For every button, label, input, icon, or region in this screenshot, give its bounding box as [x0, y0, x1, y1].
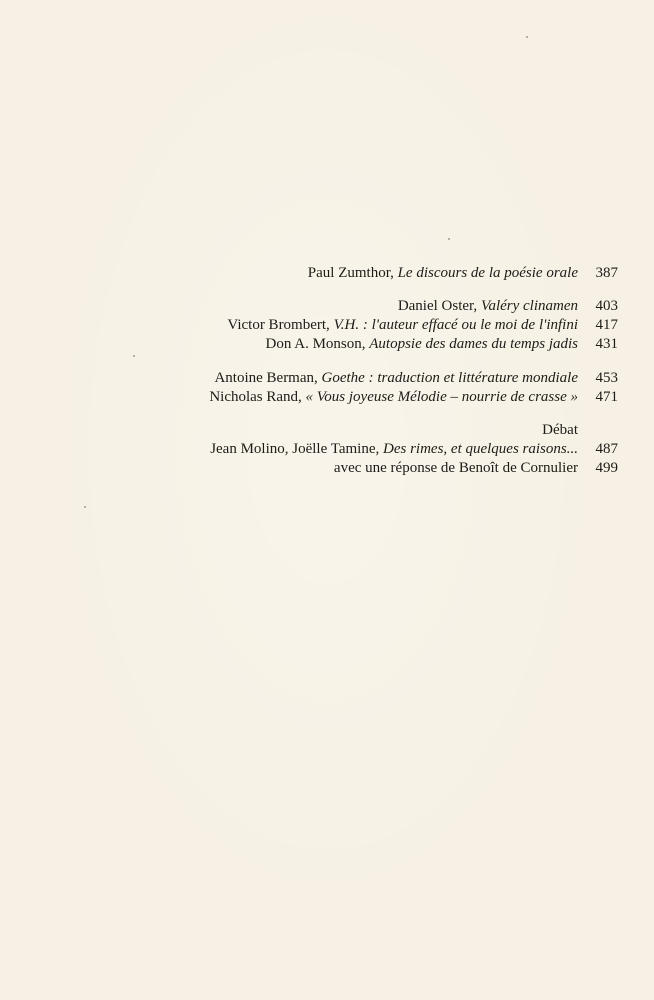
- entry-page-number: 499: [595, 460, 618, 476]
- entry-author: Victor Brombert,: [227, 317, 330, 333]
- entry-title: Goethe : traduction et littérature mondiale: [321, 370, 578, 386]
- toc-entry: [70, 297, 618, 316]
- table-of-contents: [70, 264, 618, 478]
- entry-title: « Vous joyeuse Mélodie – nourrie de crasse »: [305, 389, 578, 405]
- section-heading-debat: Débat: [542, 422, 578, 438]
- group-spacer: [70, 354, 618, 369]
- entry-title: V.H. : l'auteur effacé ou le moi de l'infini: [333, 317, 578, 333]
- group-spacer: [70, 283, 618, 297]
- toc-entry: [70, 316, 618, 335]
- entry-title: Autopsie des dames du temps jadis: [369, 336, 578, 352]
- entry-page-number: 471: [595, 389, 618, 405]
- toc-entry: [70, 335, 618, 354]
- toc-entry: [70, 369, 618, 388]
- paper-speck: [526, 36, 528, 38]
- entry-page-number: 453: [595, 370, 618, 386]
- entry-title: Le discours de la poésie orale: [397, 265, 578, 281]
- paper-speck: [448, 238, 450, 240]
- entry-author: Jean Molino, Joëlle Tamine,: [210, 441, 380, 457]
- entry-author: Antoine Berman,: [214, 370, 318, 386]
- toc-entry: [70, 264, 618, 283]
- entry-author: Nicholas Rand,: [209, 389, 302, 405]
- entry-page-number: 431: [595, 336, 618, 352]
- entry-author: Daniel Oster,: [397, 298, 478, 314]
- entry-author: avec une réponse de Benoît de Cornulier: [333, 460, 578, 476]
- entry-page-number: 403: [595, 298, 618, 314]
- toc-entry: [70, 459, 618, 478]
- entry-author: Paul Zumthor,: [307, 265, 394, 281]
- paper-speck: [84, 506, 86, 508]
- entry-author: Don A. Monson,: [265, 336, 366, 352]
- group-spacer: [70, 407, 618, 421]
- entry-page-number: 387: [595, 265, 618, 281]
- entry-page-number: 417: [595, 317, 618, 333]
- toc-entry: [70, 388, 618, 407]
- entry-title: Valéry clinamen: [480, 298, 578, 314]
- entry-title: Des rimes, et quelques raisons...: [383, 441, 578, 457]
- entry-page-number: 487: [595, 441, 618, 457]
- toc-entry: [70, 440, 618, 459]
